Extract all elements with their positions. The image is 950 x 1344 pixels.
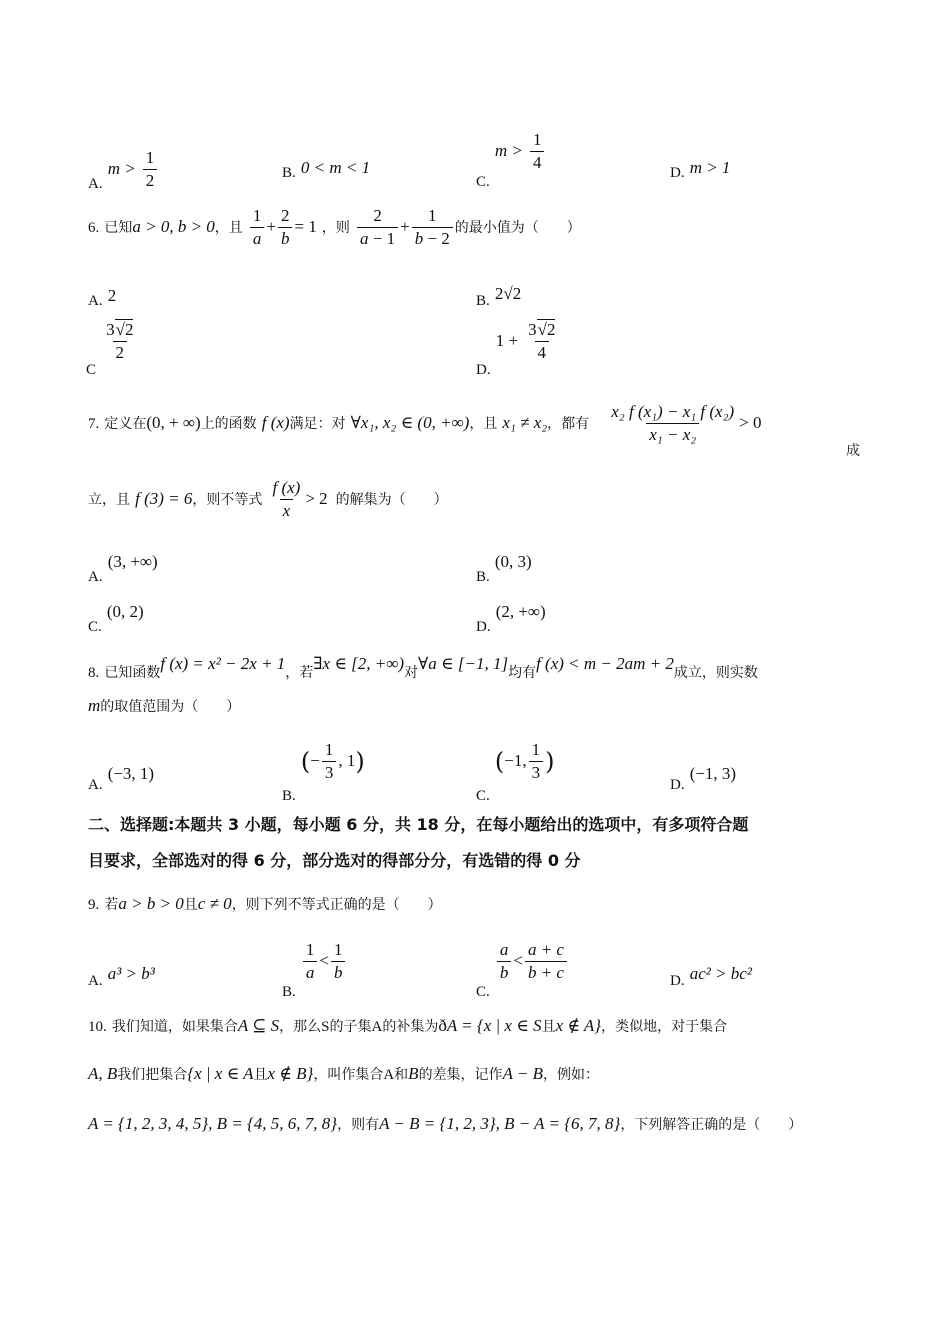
option-label: B. <box>282 165 296 181</box>
q7-option-b: B. (0, 3) <box>476 552 532 585</box>
question-10-line2: A, B我们把集合{x | x ∈ A且x ∉ B}，叫作集合A和B的差集，记作A − B，例如： <box>88 1064 599 1083</box>
question-10-line1: 10. 我们知道，如果集合A ⊆ S，那么S的子集A的补集为ðA = {x | x ∈ S且x ∉ A}，类似地，对于集合 <box>88 1016 728 1035</box>
q9-option-c: C. $\frac{a}{b}$ < $\frac{a + c}{b + c}$ <box>476 940 569 983</box>
q8-option-d: D. (−1, 3) <box>670 764 737 793</box>
question-10-line3: A = {1, 2, 3, 4, 5}, B = {4, 5, 6, 7, 8}，则有A − B = {1, 2, 3}, B − A = {6, 7, 8}，下列解答正确的是（ ） <box>88 1114 803 1133</box>
question-8-line2: m的取值范围为（ ） <box>88 696 241 715</box>
q9-option-b: B. $\frac{1}{a}$ < $\frac{1}{b}$ <box>282 940 347 983</box>
q8-option-a: A. (−3, 1) <box>88 764 155 793</box>
q6-option-a: A. 2 <box>88 286 117 309</box>
option-label: D. <box>670 165 685 181</box>
question-8-line1: 8. 已知函数f (x) = x² − 2x + 1，若∃x ∈ [2, +∞)对∀a ∈ [−1, 1]均有f (x) < m − 2am + 2成立，则实数 <box>88 654 758 681</box>
q7-option-a: A. (3, +∞) <box>88 552 158 585</box>
q5-option-c: C. m > $\frac{1}{4}$ <box>476 130 546 173</box>
section-heading-line2: 目要求，全部选对的得 6 分，部分选对的得部分分，有选错的得 0 分 <box>88 851 581 870</box>
q7-option-d: D. (2, +∞) <box>476 602 546 635</box>
option-expr: m > 1 <box>689 158 731 177</box>
question-7-line1: 7. 定义在(0, + ∞)上的函数 f (x)满足：对 ∀x₁, x₂ ∈ (0, +∞)，且 x₁ ≠ x₂，都有 $\frac{\text{x₂ f (x₁) − x₁ f (x₂)}}{\text{x₁ − x₂}}$ > 0 <box>88 402 762 444</box>
option-label: A. <box>88 176 103 192</box>
option-expr: 0 < m < 1 <box>300 158 371 177</box>
q7-option-c: C. (0, 2) <box>88 602 144 635</box>
option-expr: m > <box>494 141 523 160</box>
section-heading-line1: 二、选择题:本题共 3 小题，每小题 6 分，共 18 分，在每小题给出的选项中，有多项符合题 <box>88 815 749 834</box>
q6-option-c: C $\frac{3√2}{2}$ <box>86 320 134 378</box>
question-6: 6. 已知a > 0, b > 0，且 $\frac{1}{a}$ + $\frac{2}{b}$ = 1 ，则 $\frac{2}{a - 1}$ + $\frac{1}{b - 2}$ 的最小值为（ ） <box>88 206 581 248</box>
question-9: 9. 若a > b > 0且c ≠ 0，则下列不等式正确的是（ ） <box>88 894 442 913</box>
option-label: C. <box>476 174 490 190</box>
q8-option-b: B. (− $\frac{1}{3}$ , 1) <box>282 740 365 804</box>
q8-option-c: C. (−1, $\frac{1}{3}$ ) <box>476 740 555 804</box>
q6-option-b: B. 2√2 <box>476 284 522 309</box>
option-expr: m > <box>107 159 136 178</box>
q6-option-d: D. 1 + $\frac{3√2}{4}$ <box>476 320 556 378</box>
q5-option-d <box>670 158 731 181</box>
question-7-line1-end: 成 <box>846 443 860 459</box>
question-7-line2: 立，且 f (3) = 6，则不等式 $\frac{f (x)}{x}$ > 2 的解集为（ ） <box>88 478 448 520</box>
q9-option-d: D. ac² > bc² <box>670 964 752 989</box>
q9-option-a: A. a³ > b³ <box>88 964 155 989</box>
q5-option-b <box>282 158 371 181</box>
q5-option-a: A. m > $\frac{1}{2}$ <box>88 148 159 191</box>
